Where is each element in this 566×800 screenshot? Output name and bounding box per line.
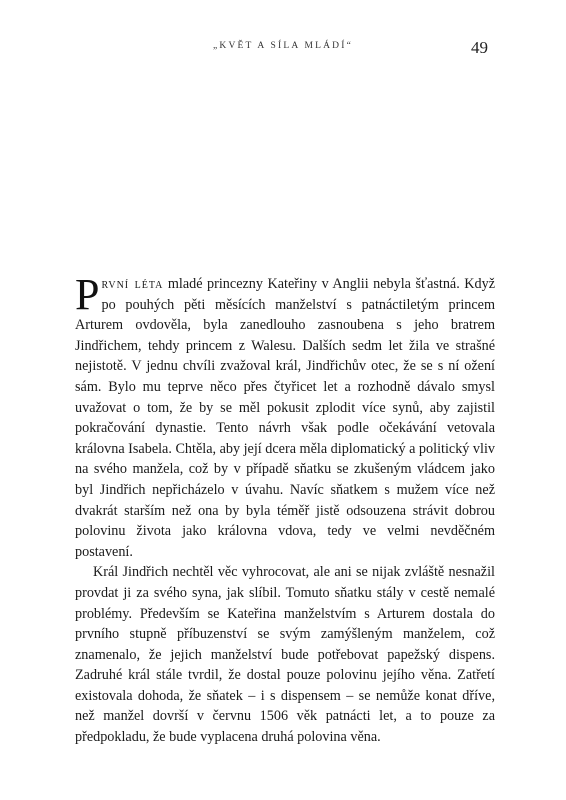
body-text [75, 270, 495, 748]
paragraph-2: Král Jindřich nechtěl věc vyhrocovat, ale ani se nijak zvláště nesnažil provdat ji za svého syna, jak slíbil. Tomuto sňatku stály v cestě nemalé problémy. Především se Kateřina manželstvím s Arturem dostala do prvního stupně příbuzenství se svým zamýšleným manželem, což znamenalo, že jejich manželství bude potřebovat papežský dispens. Zadruhé král stále tvrdil, že dostal pouze polovinu jejího věna. Zatřetí existovala dohoda, že sňatek – i s dispensem – se nemůže konat dříve, než manžel dovrší v červnu 1506 věk patnácti let, a to pouze za předpokladu, že bude vyplacena druhá polovina věna. [75, 564, 495, 746]
page-number: 49 [471, 38, 488, 57]
drop-cap: P [75, 270, 100, 319]
lead-in-smallcaps: rvní léta [101, 276, 164, 292]
paragraph-1-text: mladé princezny Kateřiny v Anglii nebyla šťastná. Když po pouhých pěti měsících manželství s patnáctiletým princem Arturem ovdověla, byla zanedlouho zasnoubena s jeho bratrem Jindřichem, tehdy princem z Walesu. Dalších sedm let žila ve strašné nejistotě. V jednu chvíli zvažoval král, Jindřichův otec, že se s ní ožení sám. Bylo mu teprve něco přes čtyřicet let a rozhodně dávalo smysl uvažovat o tom, že by se měl pokusit zplodit více synů, aby zajistil pokračování dynastie. Tento návrh však podle očekávání vetovala královna Isabela. Chtěla, aby její dcera měla diplomatický a politický vliv na svého manžela, což by v případě sňatku se zkušeným vládcem jako byl Jindřich nepřicházelo v úvahu. Navíc sňatkem s mužem více než dvakrát starším než ona by byla téměř jistě odsouzena strávit dobrou polovinu života jako královna vdova, tedy ve velmi nevděčném postavení. [75, 276, 495, 560]
running-title: „KVĚT A SÍLA MLÁDÍ“ [212, 41, 354, 51]
paragraph-1 [75, 270, 495, 562]
